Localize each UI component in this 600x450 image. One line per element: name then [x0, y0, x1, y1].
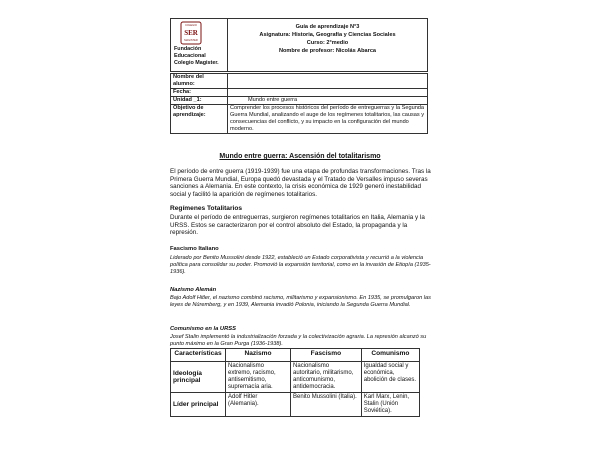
fascism-heading: Fascismo Italiano — [170, 246, 219, 252]
cell-nazism-leader: Adolf Hitler (Alemania). — [226, 393, 291, 417]
unit-label: Unidad _1: — [171, 97, 228, 105]
comparison-table — [170, 348, 420, 417]
col-header-fascism: Fascismo — [291, 349, 362, 362]
cell-fascism-leader: Benito Mussolini (Italia). — [291, 393, 362, 417]
school-block — [171, 19, 228, 71]
nazism-heading: Nazismo Alemán — [170, 287, 217, 293]
communism-paragraph: Josef Stalin implementó la industrialización forzada y la colectivización agraria. La represión alcanzó su punto máximo en la Gran Purga (1936-1938). — [170, 334, 427, 347]
fascism-paragraph: Liderado por Benito Mussolini desde 1922, estableció un Estado corporativista y recurrió a la violencia política para consolidar su poder. Promovió la expansión territorial, como en la invasión de Etiopía (1935-1936). — [170, 255, 431, 275]
school-line-3: Colegio Magister. — [174, 60, 219, 66]
nazism-paragraph: Bajo Adolf Hitler, el nazismo combinó racismo, militarismo y expansionismo. En 1935, se promulgaron las leyes de Núremberg, y en 1939, Alemania invadió Polonia, iniciando la Segunda Guerra Mundial. — [170, 295, 431, 308]
row-label-leader: Líder principal — [171, 393, 226, 417]
document-header — [170, 18, 428, 72]
subject: Asignatura: Historia, Geografía y Ciencias Sociales — [259, 32, 396, 38]
objective-label: Objetivo de aprendizaje: — [171, 105, 228, 134]
unit-value: Mundo entre guerra — [228, 97, 428, 105]
guide-info — [228, 19, 427, 71]
student-info-table — [170, 73, 428, 134]
row-label-ideology: Ideología principal — [171, 362, 226, 393]
regimes-paragraph: Durante el período de entreguerras, surgieron regímenes totalitarios en Italia, Alemania y la URSS. Estos se caracterizaron por el control absoluto del Estado, la propaganda y la represión. — [170, 214, 425, 237]
table-row — [171, 393, 420, 417]
name-label: Nombre del alumno: — [171, 74, 228, 89]
school-line-1: Fundación — [174, 46, 202, 52]
teacher: Nombre de profesor: Nicolás Abarca — [278, 48, 377, 54]
logo-text-bottom: MAGISTER — [184, 39, 198, 42]
objective-value: Comprender los procesos históricos del período de entreguerras y la Segunda Guerra Mundial, analizando el auge de los regímenes totalitarios, las causas y consecuencias del conflicto, y su impacto en la configuración del mundo moderno. — [228, 105, 428, 134]
col-header-communism: Comunismo — [361, 349, 419, 362]
name-field[interactable] — [228, 74, 428, 89]
logo-text-top: COLEGIO — [185, 24, 197, 27]
table-row — [171, 362, 420, 393]
regimes-heading: Regímenes Totalitarios — [170, 205, 243, 212]
col-header-nazism: Nazismo — [226, 349, 291, 362]
cell-nazism-ideology: Nacionalismo extremo, racismo, antisemitismo, supremacía aria. — [226, 362, 291, 393]
guide-number: Guía de aprendizaje N°3 — [295, 24, 360, 30]
cell-communism-ideology: Igualdad social y económica, abolición de clases. — [361, 362, 419, 393]
school-line-2: Educacional — [174, 53, 206, 59]
course: Curso: 2°medio — [306, 40, 349, 46]
school-logo — [174, 21, 208, 45]
date-field[interactable] — [228, 89, 428, 97]
col-header-characteristics: Características — [171, 349, 226, 362]
communism-heading: Comunismo en la URSS — [170, 326, 237, 332]
school-name — [174, 46, 219, 67]
cell-fascism-ideology: Nacionalismo autoritario, militarismo, anticomunismo, antidemocracia. — [291, 362, 362, 393]
logo-text-mid: SER — [184, 29, 198, 37]
cell-communism-leader: Karl Marx, Lenin, Stalin (Unión Soviética). — [361, 393, 419, 417]
page-title: Mundo entre guerra: Ascensión del totalitarismo — [219, 153, 381, 160]
date-label: Fecha: — [171, 89, 228, 97]
table-header-row — [171, 349, 420, 362]
intro-paragraph: El período de entre guerra (1919-1939) fue una etapa de profundas transformaciones. Tras la Primera Guerra Mundial, Europa quedó devastada y el Tratado de Versalles impuso severas sanciones a Alemania. En este contexto, la crisis económica de 1929 generó inestabilidad social y facilitó la aparición de regímenes totalitarios. — [170, 168, 431, 198]
